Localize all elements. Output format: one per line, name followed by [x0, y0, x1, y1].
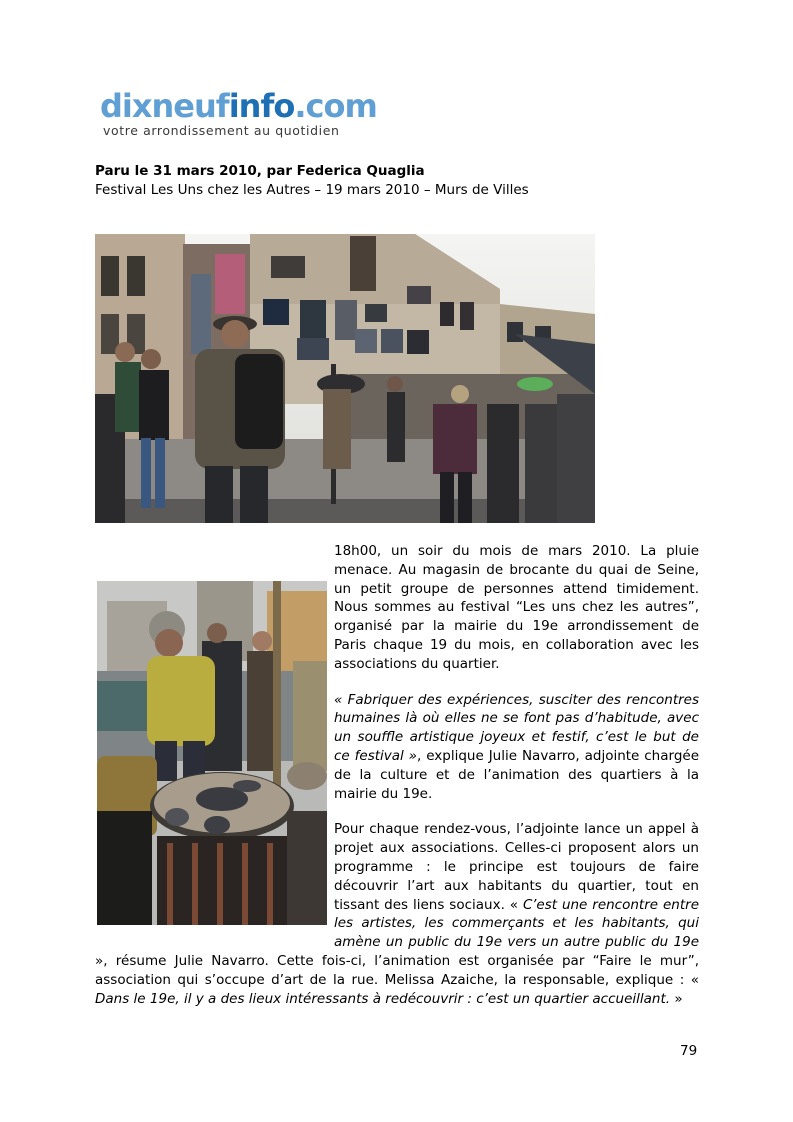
- float-photo-space: [95, 581, 334, 941]
- article-byline: Paru le 31 mars 2010, par Federica Quaglia: [95, 163, 425, 179]
- site-logo: [100, 87, 377, 142]
- article-paragraph: Pour chaque rendez-vous, l’adjointe lance un appel à projet aux associations. Celles-ci proposent alors un programme : le principe est toujours de faire découvrir l’art aux habitants du quartier, tout en tissant des liens sociaux. « C’est une rencontre entre les artistes, les commerçants et les habitants, qui amène un public du 19e vers un autre public du 19e », résume Julie Navarro. Cette fois-ci, l’animation est organisée par “Faire le mur”, association qui s’occupe d’art de la rue. Melissa Azaiche, la responsable, explique : « Dans le 19e, il y a des lieux intéressants à redécouvrir : c’est un quartier accueillant. »: [95, 821, 699, 1007]
- article-paragraph: « Fabriquer des expériences, susciter des rencontres humaines là où elles ne se font pas d’habitude, avec un souffle artistique joyeux et festif, c’est le but de ce festival », explique Julie Navarro, adjointe chargée de la culture et de l’animation des quartiers à la mairie du 19e.: [334, 691, 700, 802]
- article-paragraph: 18h00, un soir du mois de mars 2010. La pluie menace. Au magasin de brocante du quai de Seine, un petit groupe de personnes attend timidement. Nous sommes au festival “Les uns chez les autres”, organisé par la mairie du 19e arrondissement de Paris chaque 19 du mois, en collaboration avec les associations du quartier.: [95, 542, 699, 674]
- page-number: 79: [680, 1043, 698, 1059]
- logo-tagline: votre arrondissement au quotidien: [103, 123, 340, 138]
- article-subtitle: Festival Les Uns chez les Autres – 19 mars 2010 – Murs de Villes: [95, 182, 529, 198]
- logo-wordmark: dixneufinfo.com: [100, 87, 377, 125]
- street-scene-photo: [95, 234, 595, 523]
- article-body: [95, 542, 699, 1025]
